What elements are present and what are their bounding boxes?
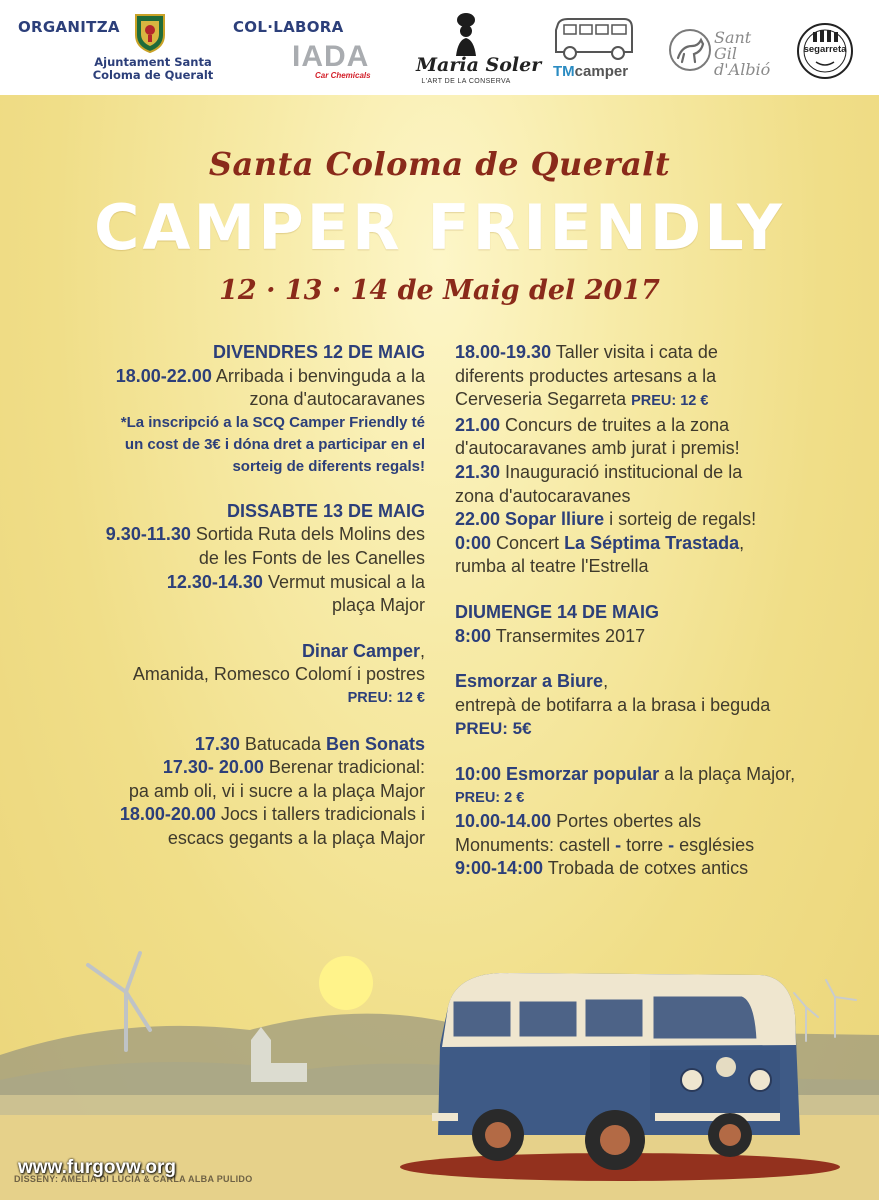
collabora-label: COL·LABORA: [233, 18, 344, 36]
sant-gil-logo: [668, 26, 778, 82]
event-dates: 12 · 13 · 14 de Maig del 2017: [219, 275, 660, 306]
event-line: rumba al teatre l'Estrella: [455, 556, 649, 577]
event-line: 22.00 Sopar lliure i sorteig de regals!: [455, 509, 757, 530]
day-heading-sunday: DIUMENGE 14 DE MAIG: [455, 601, 660, 622]
event-line: Monuments: castell - torre - esglésies: [455, 834, 755, 855]
event-line: entrepà de botifarra a la brasa i beguda: [455, 694, 771, 715]
iada-logo: [292, 42, 389, 82]
event-line: 0:00 Concert La Séptima Trastada,: [455, 532, 745, 553]
organitza-label: ORGANITZA: [18, 18, 120, 36]
event-line: diferents productes artesans a la: [455, 365, 717, 386]
event-line: 9:00-14:00 Trobada de cotxes antics: [455, 858, 749, 879]
event-line: 17.30- 20.00 Berenar tradicional:: [162, 757, 425, 778]
event-line: de les Fonts de les Canelles: [198, 547, 425, 568]
event-line: 10:00 Esmorzar popular a la plaça Major,: [455, 763, 796, 784]
chef-silhouette-icon: [416, 12, 516, 56]
maria-soler-logo: [416, 12, 542, 88]
day-heading-saturday: DISSABTE 13 DE MAIG: [226, 500, 425, 521]
event-line: 21.30 Inauguració institucional de la: [455, 461, 743, 482]
price-label: PREU: 5€: [455, 719, 532, 739]
iada-wordmark: [292, 42, 369, 72]
tmcamper-logo: [548, 16, 640, 88]
day-heading-friday: DIVENDRES 12 DE MAIG: [212, 342, 425, 362]
event-line: zona d'autocaravanes: [455, 485, 631, 506]
event-line: 8:00 Transermites 2017: [455, 625, 646, 646]
event-line: 21.00 Concurs de truites a la zona: [455, 414, 730, 435]
camper-van-icon: [548, 16, 640, 62]
design-credit: DISSENY: AMELIA DI LUCIA & CARLA ALBA PULIDO: [14, 1174, 253, 1184]
sant-gil-name: Sant Gil d'Albió: [714, 28, 771, 79]
iada-text: IADA: [292, 40, 370, 73]
event-line: Cerveseria Segarreta PREU: 12 €: [455, 389, 709, 410]
watermark-url: www.furgovw.org: [18, 1157, 176, 1178]
event-line: plaça Major: [331, 595, 425, 616]
event-line: 18.00-19.30 Taller visita i cata de: [455, 342, 718, 362]
price-label: PREU: 2 €: [455, 789, 525, 806]
event-line: Dinar Camper,: [301, 640, 425, 661]
poster: [0, 95, 879, 1200]
event-line: 17.30 Batucada Ben Sonats: [194, 733, 425, 754]
schedule-left-column: [58, 341, 425, 851]
event-line: Esmorzar a Biure,: [455, 671, 609, 692]
sun-icon: [319, 956, 373, 1010]
town-shield-icon: [133, 13, 167, 53]
registration-note: *La inscripció a la SCQ Camper Friendly té: [120, 413, 425, 431]
event-line: escacs gegants a la plaça Major: [167, 827, 425, 848]
event-line: Amanida, Romesco Colomí i postres: [132, 664, 425, 685]
event-line: zona d'autocaravanes: [249, 389, 425, 410]
price-label: PREU: 12 €: [347, 689, 425, 706]
event-line: 10.00-14.00 Portes obertes als: [455, 811, 702, 832]
event-title: CAMPER FRIENDLY: [94, 191, 785, 264]
registration-note: sorteig de diferents regals!: [232, 457, 425, 475]
maria-soler-tagline: L'ART DE LA CONSERVA: [421, 78, 511, 85]
event-line: pa amb oli, vi i sucre a la plaça Major: [128, 780, 425, 801]
schedule-right-column: [455, 341, 845, 881]
registration-note: un cost de 3€ i dóna dret a participar en el: [124, 435, 425, 453]
event-line: 12.30-14.30 Vermut musical a la: [166, 571, 425, 592]
event-line: 18.00-22.00 Arribada i benvinguda a la: [115, 365, 425, 386]
event-line: 18.00-20.00 Jocs i tallers tradicionals i: [119, 804, 425, 825]
segarreta-name: segarreta: [803, 44, 847, 55]
vw-van-illustration: [432, 973, 800, 1170]
town-title: Santa Coloma de Queralt: [208, 145, 671, 183]
segarreta-logo: [796, 22, 854, 80]
event-line: d'autocaravanes amb jurat i premis!: [455, 438, 740, 459]
maria-soler-name: Maria Soler: [416, 54, 542, 76]
ajuntament-name: Ajuntament Santa Coloma de Queralt: [92, 55, 214, 82]
tmcamper-name: TMcamper: [553, 63, 629, 80]
sponsor-bar: [0, 0, 879, 95]
goat-emblem-icon: [668, 28, 712, 72]
iada-subtitle: Car Chemicals: [315, 71, 371, 80]
event-line: 9.30-11.30 Sortida Ruta dels Molins des: [105, 524, 425, 545]
